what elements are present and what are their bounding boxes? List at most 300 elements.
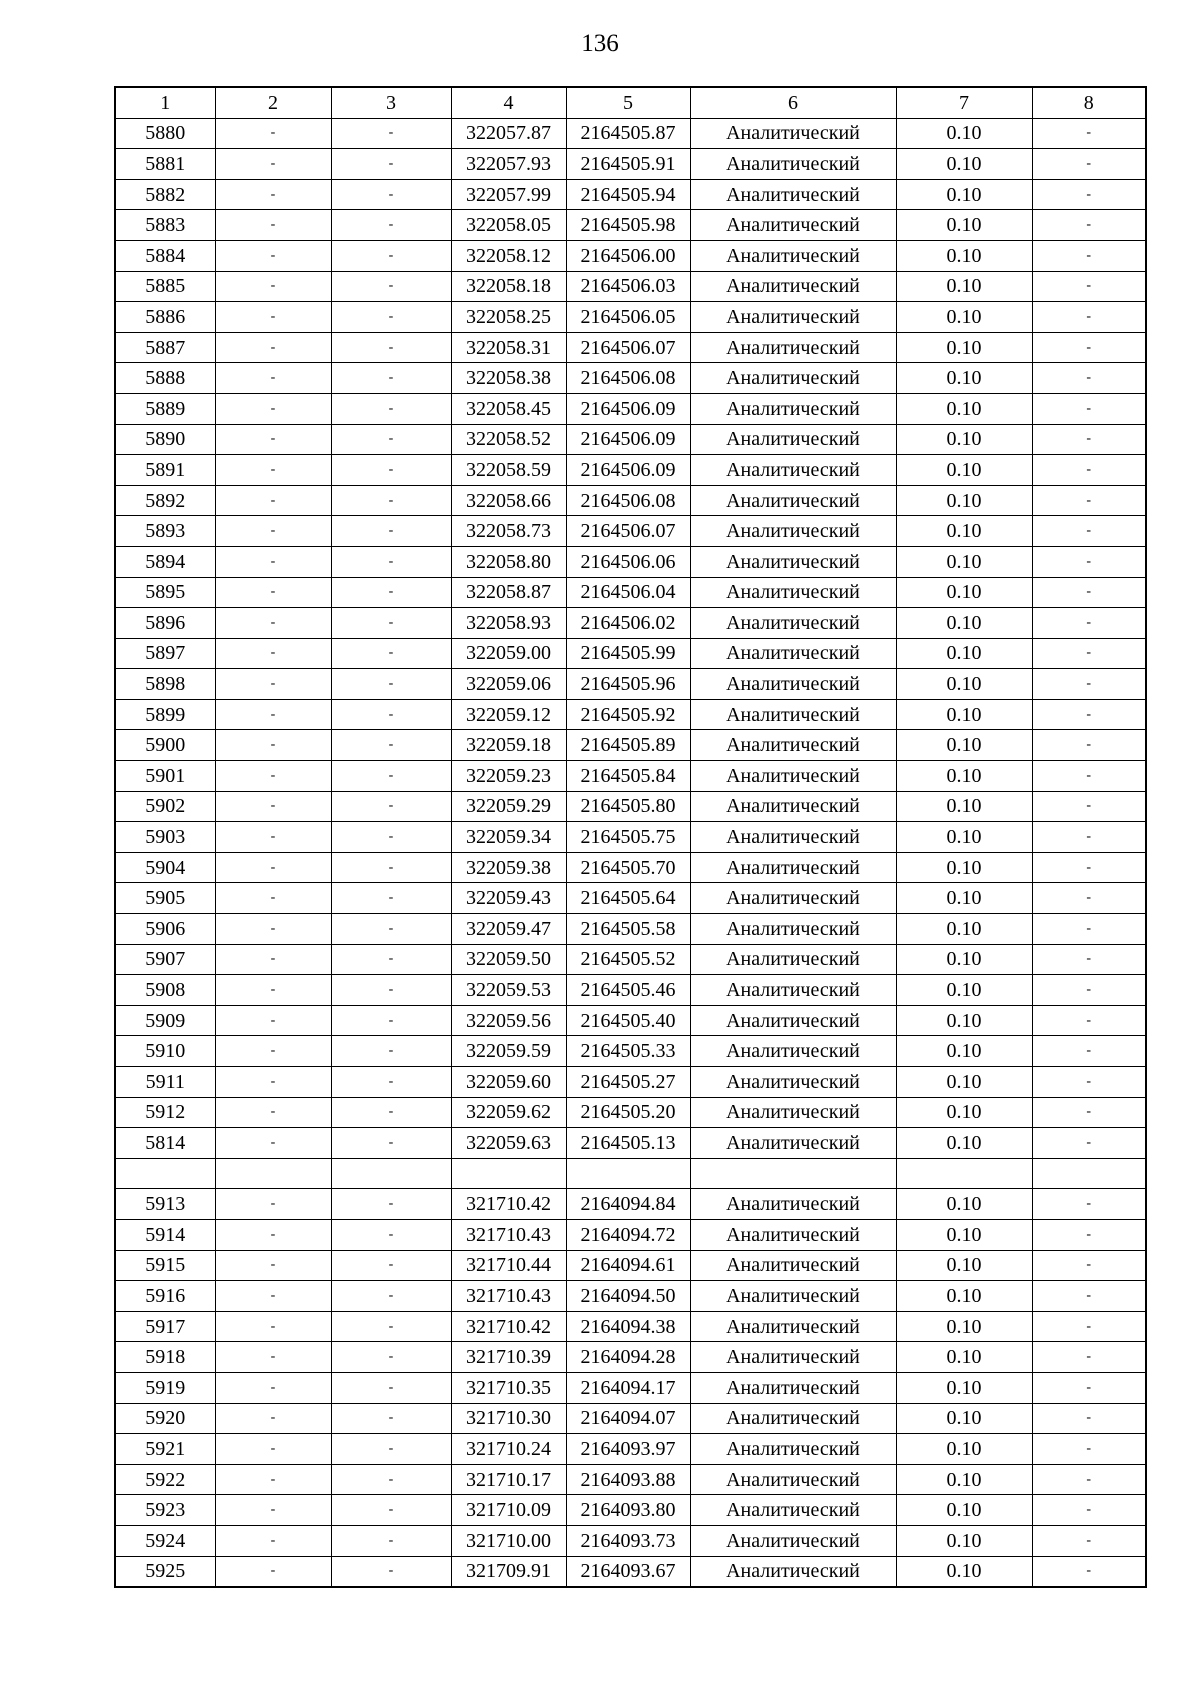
table-cell-col-8: - [1032,179,1146,210]
table-cell-col-5: 2164506.07 [566,332,690,363]
table-cell-col-7: 0.10 [896,1219,1032,1250]
table-cell-col-3: - [331,1464,451,1495]
table-cell-col-6: Аналитический [690,608,896,639]
table-cell-col-7: 0.10 [896,210,1032,241]
table-cell-col-3: - [331,1005,451,1036]
table-cell-col-7: 0.10 [896,1128,1032,1159]
table-row [115,1128,1146,1159]
table-cell-col-6: Аналитический [690,455,896,486]
table-cell-col-8: - [1032,730,1146,761]
table-cell-col-1: 5890 [115,424,215,455]
table-cell-col-3: - [331,791,451,822]
table-cell-col-4: 322059.12 [451,699,566,730]
table-cell-col-2: - [215,118,331,149]
table-row [115,699,1146,730]
table-cell-col-8: - [1032,577,1146,608]
table-cell-col-6: Аналитический [690,1342,896,1373]
table-row [115,761,1146,792]
table-row [115,1311,1146,1342]
page-number: 136 [581,30,619,57]
table-cell-col-5: 2164093.73 [566,1525,690,1556]
table-row [115,424,1146,455]
table-cell-col-3: - [331,149,451,180]
table-cell-col-5: 2164505.64 [566,883,690,914]
table-cell-col-1: 5904 [115,852,215,883]
table-cell-col-5: 2164506.09 [566,393,690,424]
table-cell-col-3: - [331,1495,451,1526]
table-cell-col-4: 322059.59 [451,1036,566,1067]
table-row [115,944,1146,975]
table-row [115,393,1146,424]
table-cell-col-4: 322059.00 [451,638,566,669]
table-cell-col-2: - [215,332,331,363]
table-cell-col-8: - [1032,852,1146,883]
table-cell-col-4: 322059.34 [451,822,566,853]
table-cell-col-6: Аналитический [690,730,896,761]
table-cell-col-2: - [215,1005,331,1036]
table-cell-col-5: 2164505.87 [566,118,690,149]
table-cell-col-3: - [331,271,451,302]
table-cell-col-6: Аналитический [690,1189,896,1220]
table-cell-col-7: 0.10 [896,608,1032,639]
table-cell-col-7: 0.10 [896,363,1032,394]
table-cell-col-4: 321710.00 [451,1525,566,1556]
table-cell-col-8: - [1032,1097,1146,1128]
table-cell-col-2: - [215,1036,331,1067]
table-cell-col-7: 0.10 [896,1342,1032,1373]
table-cell-col-2: - [215,393,331,424]
table-cell-col-1: 5895 [115,577,215,608]
table-cell-col-8: - [1032,1067,1146,1098]
table-cell-col-2: - [215,1342,331,1373]
table-cell-col-1: 5902 [115,791,215,822]
table-cell-col-2: - [215,1281,331,1312]
table-cell-col-6: Аналитический [690,271,896,302]
table-row [115,730,1146,761]
table-cell-col-6: Аналитический [690,302,896,333]
table-cell-col-6: Аналитический [690,1495,896,1526]
table-cell-col-3: - [331,1097,451,1128]
table-cell-col-7: 0.10 [896,914,1032,945]
table-cell-col-5: 2164506.00 [566,240,690,271]
table-cell-col-8: - [1032,1219,1146,1250]
table-row [115,179,1146,210]
table-cell-col-7: 0.10 [896,883,1032,914]
table-cell-col-1: 5899 [115,699,215,730]
table-cell-col-3: - [331,1434,451,1465]
table-cell-col-7: 0.10 [896,1495,1032,1526]
table-cell-col-8: - [1032,1372,1146,1403]
table-cell-col-4: 321710.09 [451,1495,566,1526]
table-cell-col-4: 322059.63 [451,1128,566,1159]
table-cell-col-6: Аналитический [690,1219,896,1250]
table-cell-col-6: Аналитический [690,975,896,1006]
table-cell-col-2: - [215,485,331,516]
table-cell-col-7: 0.10 [896,975,1032,1006]
table-cell-col-1: 5923 [115,1495,215,1526]
table-cell-col-8: - [1032,914,1146,945]
table-cell-col-4: 321709.91 [451,1556,566,1587]
table-cell-col-3: - [331,638,451,669]
table-cell-col-4: 322059.29 [451,791,566,822]
table-row [115,240,1146,271]
table-row [115,1495,1146,1526]
table-row [115,669,1146,700]
table-cell-col-5: 2164505.52 [566,944,690,975]
table-cell-col-5: 2164505.91 [566,149,690,180]
table-cell-col-8: - [1032,1250,1146,1281]
table-cell-col-6: Аналитический [690,149,896,180]
table-cell-col-2: - [215,699,331,730]
table-cell-col-4: 321710.17 [451,1464,566,1495]
table-cell-col-5: 2164505.84 [566,761,690,792]
table-row [115,1005,1146,1036]
column-header-3: 3 [331,87,451,118]
table-row [115,975,1146,1006]
table-cell-col-2: - [215,1097,331,1128]
table-cell-col-8: - [1032,332,1146,363]
table-cell-col-7: 0.10 [896,1525,1032,1556]
table-cell-col-7: 0.10 [896,1556,1032,1587]
table-cell-col-1: 5918 [115,1342,215,1373]
table-cell-col-7: 0.10 [896,1036,1032,1067]
table-cell-col-6: Аналитический [690,822,896,853]
table-cell-col-1: 5908 [115,975,215,1006]
table-cell-col-5: 2164505.33 [566,1036,690,1067]
table-cell-col-4: 322057.93 [451,149,566,180]
table-cell-col-8: - [1032,1128,1146,1159]
table-cell-col-8: - [1032,822,1146,853]
table-cell-col-6: Аналитический [690,424,896,455]
table-cell-col-3: - [331,393,451,424]
table-cell-col-1: 5888 [115,363,215,394]
table-cell-col-3: - [331,699,451,730]
table-cell-col-2: - [215,669,331,700]
table-cell-col-4: 322058.59 [451,455,566,486]
table-cell-col-7: 0.10 [896,1403,1032,1434]
table-cell-col-2: - [215,608,331,639]
table-cell-col-5: 2164094.28 [566,1342,690,1373]
table-cell-col-8: - [1032,1464,1146,1495]
table-cell-col-2: - [215,1189,331,1220]
column-header-7: 7 [896,87,1032,118]
table-cell-col-7: 0.10 [896,1097,1032,1128]
table-row [115,791,1146,822]
table-cell-col-4: 322057.99 [451,179,566,210]
table-cell-col-6: Аналитический [690,669,896,700]
table-cell-col-7: 0.10 [896,944,1032,975]
table-cell-col-1: 5925 [115,1556,215,1587]
table-cell-col-1: 5896 [115,608,215,639]
table-cell-col-7: 0.10 [896,577,1032,608]
table-cell-col-6: Аналитический [690,1403,896,1434]
table-cell-col-1: 5910 [115,1036,215,1067]
table-cell-col-4: 322058.38 [451,363,566,394]
table-cell-col-1: 5919 [115,1372,215,1403]
table-cell-col-8: - [1032,1434,1146,1465]
table-cell-col-2: - [215,638,331,669]
table-cell-col-6: Аналитический [690,179,896,210]
table-row [115,1464,1146,1495]
table-cell-col-5: 2164505.80 [566,791,690,822]
table-cell-col-7: 0.10 [896,455,1032,486]
table-cell-col-7: 0.10 [896,1189,1032,1220]
table-cell-col-4: 321710.42 [451,1311,566,1342]
table-cell-col-7: 0.10 [896,393,1032,424]
table-cell-col-6: Аналитический [690,363,896,394]
table-cell-col-8: - [1032,393,1146,424]
table-cell-col-2: - [215,1372,331,1403]
table-cell-col-2: - [215,1219,331,1250]
table-cell-col-4: 321710.42 [451,1189,566,1220]
table-cell-col-5: 2164505.40 [566,1005,690,1036]
table-cell-col-1: 5912 [115,1097,215,1128]
table-cell-col-8: - [1032,1036,1146,1067]
table-cell-col-8: - [1032,210,1146,241]
table-cell-col-8: - [1032,1005,1146,1036]
table-cell-col-7: 0.10 [896,516,1032,547]
table-cell-col-7: 0.10 [896,485,1032,516]
table-cell-col-5: 2164505.27 [566,1067,690,1098]
table-cell-col-4: 322059.56 [451,1005,566,1036]
table-cell-col-5: 2164094.61 [566,1250,690,1281]
table-cell-col-6: Аналитический [690,1464,896,1495]
table-cell-col-7: 0.10 [896,822,1032,853]
table-cell-col-5: 2164506.06 [566,546,690,577]
table-cell-col-8: - [1032,485,1146,516]
table-cell-col-4: 321710.30 [451,1403,566,1434]
table-cell-col-7: 0.10 [896,302,1032,333]
table-cell-col-5: 2164093.67 [566,1556,690,1587]
column-header-4: 4 [451,87,566,118]
table-cell-col-2: - [215,1556,331,1587]
table-cell-col-1: 5882 [115,179,215,210]
table-row [115,516,1146,547]
table-cell-col-4: 321710.43 [451,1219,566,1250]
table-cell-col-8: - [1032,149,1146,180]
table-cell-col-3: - [331,730,451,761]
table-row [115,1434,1146,1465]
table-cell-col-7: 0.10 [896,1005,1032,1036]
column-header-2: 2 [215,87,331,118]
table-row [115,1403,1146,1434]
table-cell-col-1: 5920 [115,1403,215,1434]
table-cell-col-4: 322058.93 [451,608,566,639]
table-cell-col-7: 0.10 [896,424,1032,455]
table-cell-col-4: 322058.52 [451,424,566,455]
table-cell-col-1: 5898 [115,669,215,700]
table-cell-col-8: - [1032,455,1146,486]
table-cell-col-6: Аналитический [690,516,896,547]
table-cell-col-1: 5886 [115,302,215,333]
table-cell-col-5: 2164093.88 [566,1464,690,1495]
table-cell-col-5: 2164506.09 [566,424,690,455]
table-cell-col-6: Аналитический [690,1525,896,1556]
table-row [115,852,1146,883]
table-cell-col-6: Аналитический [690,1311,896,1342]
table-cell-col-5: 2164094.17 [566,1372,690,1403]
table-cell-col-2: - [215,424,331,455]
table-cell-col-5: 2164505.20 [566,1097,690,1128]
table-cell-col-3: - [331,1067,451,1098]
table-cell-col-1: 5907 [115,944,215,975]
table-row [115,1067,1146,1098]
table-cell-col-7: 0.10 [896,240,1032,271]
table-cell-col-2: - [215,975,331,1006]
table-row [115,363,1146,394]
table-cell-col-5: 2164094.07 [566,1403,690,1434]
table-cell-col-7: 0.10 [896,149,1032,180]
table-cell-col-4: 322058.12 [451,240,566,271]
table-cell-col-1: 5911 [115,1067,215,1098]
table-cell-col-1: 5889 [115,393,215,424]
table-cell-col-3: - [331,1372,451,1403]
table-cell-col-2: - [215,944,331,975]
table-header-row [115,87,1146,118]
table-cell-col-3: - [331,914,451,945]
table-cell-col-6: Аналитический [690,699,896,730]
table-cell-col-6: Аналитический [690,1250,896,1281]
table-cell-col-3: - [331,1219,451,1250]
table-cell-col-4: 322058.25 [451,302,566,333]
table-cell-col-7 [896,1158,1032,1189]
table-cell-col-6: Аналитический [690,332,896,363]
table-cell-col-2: - [215,914,331,945]
coordinates-table [114,86,1147,1588]
table-cell-col-4: 321710.35 [451,1372,566,1403]
table-cell-col-1: 5887 [115,332,215,363]
table-cell-col-6: Аналитический [690,1005,896,1036]
table-row [115,1250,1146,1281]
table-cell-col-8: - [1032,669,1146,700]
table-cell-col-2: - [215,516,331,547]
table-cell-col-2: - [215,577,331,608]
table-cell-col-8: - [1032,608,1146,639]
table-cell-col-8: - [1032,761,1146,792]
table-cell-col-6: Аналитический [690,761,896,792]
table-row [115,210,1146,241]
table-cell-col-7: 0.10 [896,730,1032,761]
table-cell-col-1: 5814 [115,1128,215,1159]
table-cell-col-7: 0.10 [896,118,1032,149]
table-cell-col-2: - [215,791,331,822]
table-cell-col-2: - [215,822,331,853]
table-row [115,485,1146,516]
table-cell-col-2 [215,1158,331,1189]
table-cell-col-5: 2164505.75 [566,822,690,853]
table-cell-col-3: - [331,485,451,516]
table-cell-col-6: Аналитический [690,1281,896,1312]
table-cell-col-3: - [331,118,451,149]
table-cell-col-8: - [1032,944,1146,975]
table-row [115,1036,1146,1067]
table-cell-col-3: - [331,1525,451,1556]
table-cell-col-4: 322058.66 [451,485,566,516]
table-cell-col-6: Аналитический [690,914,896,945]
table-body [115,118,1146,1587]
table-cell-col-1: 5921 [115,1434,215,1465]
table-cell-col-6: Аналитический [690,638,896,669]
table-cell-col-1 [115,1158,215,1189]
table-row [115,455,1146,486]
table-cell-col-5: 2164506.05 [566,302,690,333]
table-cell-col-1: 5893 [115,516,215,547]
table-cell-col-7: 0.10 [896,669,1032,700]
table-cell-col-5: 2164093.97 [566,1434,690,1465]
table-cell-col-5: 2164505.89 [566,730,690,761]
table-cell-col-8: - [1032,424,1146,455]
table-cell-col-3: - [331,761,451,792]
table-cell-col-5: 2164506.02 [566,608,690,639]
table-cell-col-6: Аналитический [690,944,896,975]
table-cell-col-4: 322059.18 [451,730,566,761]
table-cell-col-4: 322058.31 [451,332,566,363]
table-cell-col-5: 2164094.38 [566,1311,690,1342]
table-cell-col-3: - [331,1556,451,1587]
table-cell-col-2: - [215,852,331,883]
table-cell-col-4: 322059.43 [451,883,566,914]
table-cell-col-3: - [331,546,451,577]
table-cell-col-3 [331,1158,451,1189]
table-cell-col-5: 2164506.08 [566,485,690,516]
table-cell-col-5: 2164093.80 [566,1495,690,1526]
table-cell-col-6: Аналитический [690,1036,896,1067]
table-cell-col-6: Аналитический [690,393,896,424]
table-row [115,118,1146,149]
table-cell-col-2: - [215,240,331,271]
table-cell-col-5: 2164506.07 [566,516,690,547]
table-cell-col-2: - [215,1464,331,1495]
table-cell-col-5: 2164505.58 [566,914,690,945]
table-cell-col-1: 5897 [115,638,215,669]
table-cell-col-5: 2164094.72 [566,1219,690,1250]
table-row [115,1219,1146,1250]
table-row [115,822,1146,853]
table-cell-col-8: - [1032,240,1146,271]
column-header-6: 6 [690,87,896,118]
table-cell-col-7: 0.10 [896,546,1032,577]
table-cell-col-4: 322059.53 [451,975,566,1006]
table-row [115,1189,1146,1220]
table-cell-col-4: 322059.47 [451,914,566,945]
table-cell-col-6: Аналитический [690,485,896,516]
table-cell-col-5: 2164506.09 [566,455,690,486]
table-cell-col-7: 0.10 [896,271,1032,302]
table-row [115,1525,1146,1556]
table-cell-col-1: 5909 [115,1005,215,1036]
table-cell-col-3: - [331,1128,451,1159]
table-cell-col-5 [566,1158,690,1189]
table-row [115,332,1146,363]
table-cell-col-1: 5880 [115,118,215,149]
table-cell-col-8: - [1032,975,1146,1006]
table-cell-col-2: - [215,149,331,180]
table-cell-col-4: 322058.18 [451,271,566,302]
table-cell-col-3: - [331,852,451,883]
table-cell-col-4: 322057.87 [451,118,566,149]
table-cell-col-8: - [1032,271,1146,302]
table-cell-col-7: 0.10 [896,791,1032,822]
table-cell-col-3: - [331,210,451,241]
table-cell-col-7: 0.10 [896,1372,1032,1403]
table-cell-col-8: - [1032,118,1146,149]
table-cell-col-1: 5885 [115,271,215,302]
table-cell-col-7: 0.10 [896,638,1032,669]
table-cell-col-3: - [331,363,451,394]
table-cell-col-3: - [331,424,451,455]
table-cell-col-1: 5917 [115,1311,215,1342]
table-cell-col-1: 5922 [115,1464,215,1495]
